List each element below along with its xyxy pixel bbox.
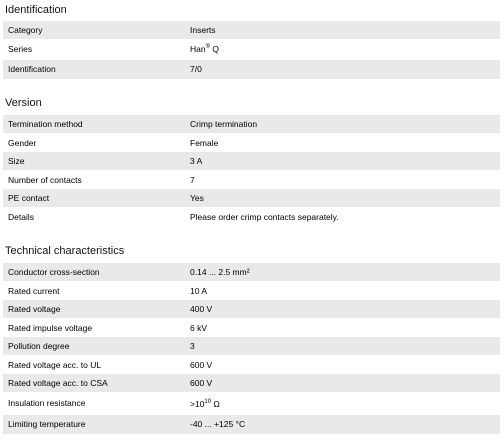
registered-mark: ®	[205, 44, 211, 51]
table-row	[3, 415, 500, 434]
table-row	[3, 300, 500, 318]
table-row	[3, 263, 500, 281]
row-value: -40 ... +125 °C	[190, 419, 246, 429]
row-label: Gender	[8, 138, 37, 148]
row-value: 7/0	[190, 64, 202, 74]
row-value: Inserts	[190, 25, 216, 35]
table-row	[3, 282, 500, 300]
row-value	[190, 45, 219, 54]
row-label: Number of contacts	[8, 175, 82, 185]
section-title-version: Version	[5, 97, 42, 109]
row-label: Insulation resistance	[8, 398, 86, 408]
table-row	[3, 208, 500, 228]
row-value	[190, 400, 220, 409]
row-value: 400 V	[190, 304, 213, 314]
table-row	[3, 134, 500, 152]
row-value: 0.14 ... 2.5 mm²	[190, 267, 250, 277]
row-label: Size	[8, 156, 25, 166]
table-row	[3, 115, 500, 133]
row-label: Rated voltage acc. to UL	[8, 360, 102, 370]
table-row	[3, 21, 500, 39]
row-label: Rated impulse voltage	[8, 323, 93, 333]
row-value: Please order crimp contacts separately.	[190, 212, 339, 222]
exponent: 10	[204, 399, 212, 406]
row-value: 7	[190, 175, 195, 185]
row-label: Details	[8, 212, 34, 222]
row-label: PE contact	[8, 193, 50, 203]
row-label: Limiting temperature	[8, 419, 86, 429]
row-value-text: Han	[190, 44, 206, 54]
row-label: Termination method	[8, 119, 83, 129]
row-value: 600 V	[190, 360, 213, 370]
row-value: 600 V	[190, 378, 213, 388]
row-label: Rated voltage acc. to CSA	[8, 378, 108, 388]
row-value: 6 kV	[190, 323, 208, 333]
row-label: Series	[8, 44, 33, 54]
row-label: Conductor cross-section	[8, 267, 100, 277]
table-row	[3, 40, 500, 59]
section-title-technical-characteristics: Technical characteristics	[5, 245, 125, 257]
row-label: Pollution degree	[8, 341, 70, 351]
row-value-text: Q	[210, 44, 219, 54]
row-value: 10 A	[190, 286, 208, 296]
table-row	[3, 152, 500, 170]
section-title-identification: Identification	[5, 4, 67, 16]
row-value: Crimp termination	[190, 119, 258, 129]
row-label: Rated voltage	[8, 304, 61, 314]
row-label: Rated current	[8, 286, 60, 296]
row-value: Yes	[190, 193, 204, 203]
row-value-text: Ω	[211, 399, 220, 409]
row-value: Female	[190, 138, 219, 148]
row-label: Category	[8, 25, 43, 35]
row-label: Identification	[8, 64, 56, 74]
row-value-text: >10	[190, 399, 205, 409]
table-row	[3, 374, 500, 392]
table-row	[3, 356, 500, 374]
row-value: 3	[190, 341, 195, 351]
table-row	[3, 393, 500, 414]
table-row	[3, 319, 500, 337]
row-value: 3 A	[190, 156, 203, 166]
table-row	[3, 189, 500, 207]
table-row	[3, 337, 500, 355]
table-row	[3, 171, 500, 189]
table-row	[3, 60, 500, 79]
